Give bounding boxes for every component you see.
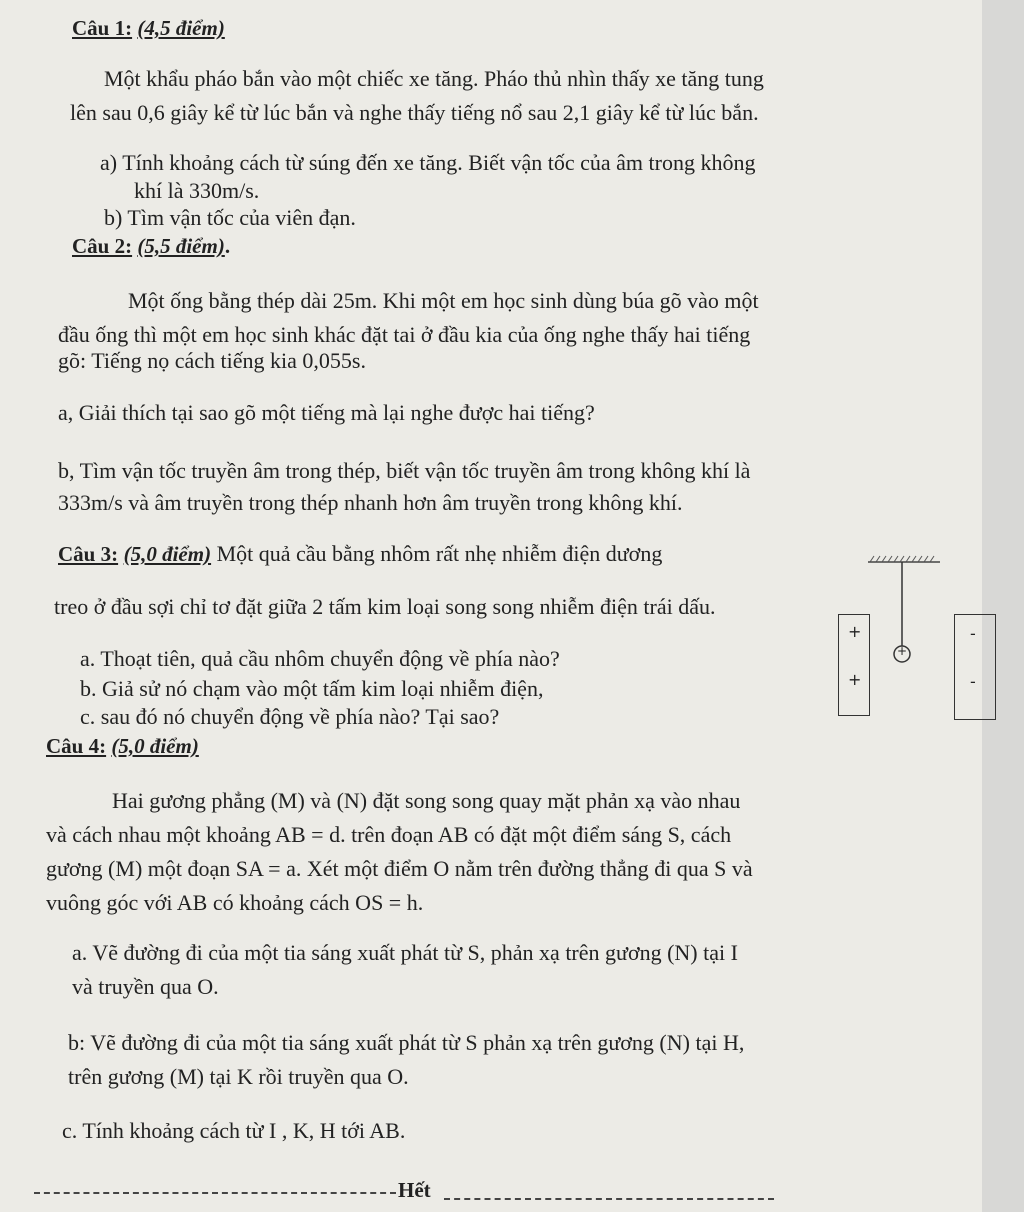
q3-para-line2: treo ở đầu sợi chỉ tơ đặt giữa 2 tấm kim loại song song nhiễm điện trái dấu. (54, 594, 716, 619)
footer-end-text: Hết (398, 1178, 431, 1202)
q2-para-line2: đầu ống thì một em học sinh khác đặt tai ở đầu kia của ống nghe thấy hai tiếng (58, 322, 751, 347)
q3-points: (5,0 điểm) (123, 542, 212, 566)
q2-part-b-line1: b, Tìm vận tốc truyền âm trong thép, biết vận tốc truyền âm trong không khí là (58, 458, 751, 483)
q4-para-line4: vuông góc với AB có khoảng cách OS = h. (46, 890, 424, 915)
q1-para-line1: Một khẩu pháo bắn vào một chiếc xe tăng. Pháo thủ nhìn thấy xe tăng tung (104, 66, 764, 91)
q4-part-a-line1: a. Vẽ đường đi của một tia sáng xuất phát từ S, phản xạ trên gương (N) tại I (72, 940, 738, 965)
q2-part-a: a, Giải thích tại sao gõ một tiếng mà lại nghe được hai tiếng? (58, 400, 595, 425)
q4-heading (46, 734, 199, 758)
footer-dash-right (444, 1198, 774, 1200)
q4-label: Câu 4: (46, 734, 107, 758)
q1-points: (4,5 điểm) (137, 16, 225, 40)
q4-para-line2: và cách nhau một khoảng AB = d. trên đoạn AB có đặt một điểm sáng S, cách (46, 822, 732, 847)
page-edge (982, 0, 1024, 1212)
q4-part-a-line2: và truyền qua O. (72, 974, 219, 999)
minus-sign-top: - (970, 624, 976, 643)
q4-part-b-line1: b: Vẽ đường đi của một tia sáng xuất phát từ S phản xạ trên gương (N) tại H, (68, 1030, 745, 1055)
q2-points: (5,5 điểm) (137, 234, 225, 258)
charged-plates-diagram (830, 548, 982, 723)
q1-part-a-line1: a) Tính khoảng cách từ súng đến xe tăng. Biết vận tốc của âm trong không (100, 150, 756, 175)
q3-part-b: b. Giả sử nó chạm vào một tấm kim loại nhiễm điện, (80, 676, 544, 701)
q2-tail: . (224, 234, 231, 258)
q2-part-b-line2: 333m/s và âm truyền trong thép nhanh hơn âm truyền trong không khí. (58, 490, 683, 515)
footer-dash-left (34, 1192, 396, 1194)
q3-heading (58, 541, 662, 566)
minus-sign-bottom: - (970, 672, 976, 691)
q2-heading (72, 234, 230, 258)
q1-para-line2: lên sau 0,6 giây kể từ lúc bắn và nghe thấy tiếng nổ sau 2,1 giây kể từ lúc bắn. (70, 100, 759, 125)
plus-sign-top: + (848, 622, 862, 641)
q2-label: Câu 2: (72, 234, 133, 258)
q4-points: (5,0 điểm) (111, 734, 199, 758)
q4-para-line3: gương (M) một đoạn SA = a. Xét một điểm O nằm trên đường thẳng đi qua S và (46, 856, 753, 881)
plus-sign-bottom: + (848, 670, 862, 689)
q1-heading (72, 16, 225, 40)
q1-part-b: b) Tìm vận tốc của viên đạn. (104, 205, 356, 230)
q3-intro: Một quả cầu bằng nhôm rất nhẹ nhiễm điện dương (211, 541, 663, 566)
q3-part-c: c. sau đó nó chuyển động về phía nào? Tại sao? (80, 704, 500, 729)
ball-charge-sign: + (897, 644, 908, 658)
q4-part-b-line2: trên gương (M) tại K rồi truyền qua O. (68, 1064, 409, 1089)
q1-label: Câu 1: (72, 16, 133, 40)
q3-label: Câu 3: (58, 542, 119, 566)
q3-part-a: a. Thoạt tiên, quả cầu nhôm chuyển động về phía nào? (80, 646, 560, 671)
q2-para-line1: Một ống bằng thép dài 25m. Khi một em học sinh dùng búa gõ vào một (128, 288, 759, 313)
q2-para-line3: gõ: Tiếng nọ cách tiếng kia 0,055s. (58, 348, 366, 373)
q1-part-a-line2: khí là 330m/s. (134, 178, 260, 203)
q4-para-line1: Hai gương phẳng (M) và (N) đặt song song quay mặt phản xạ vào nhau (112, 788, 741, 813)
q4-part-c: c. Tính khoảng cách từ I , K, H tới AB. (62, 1118, 406, 1143)
